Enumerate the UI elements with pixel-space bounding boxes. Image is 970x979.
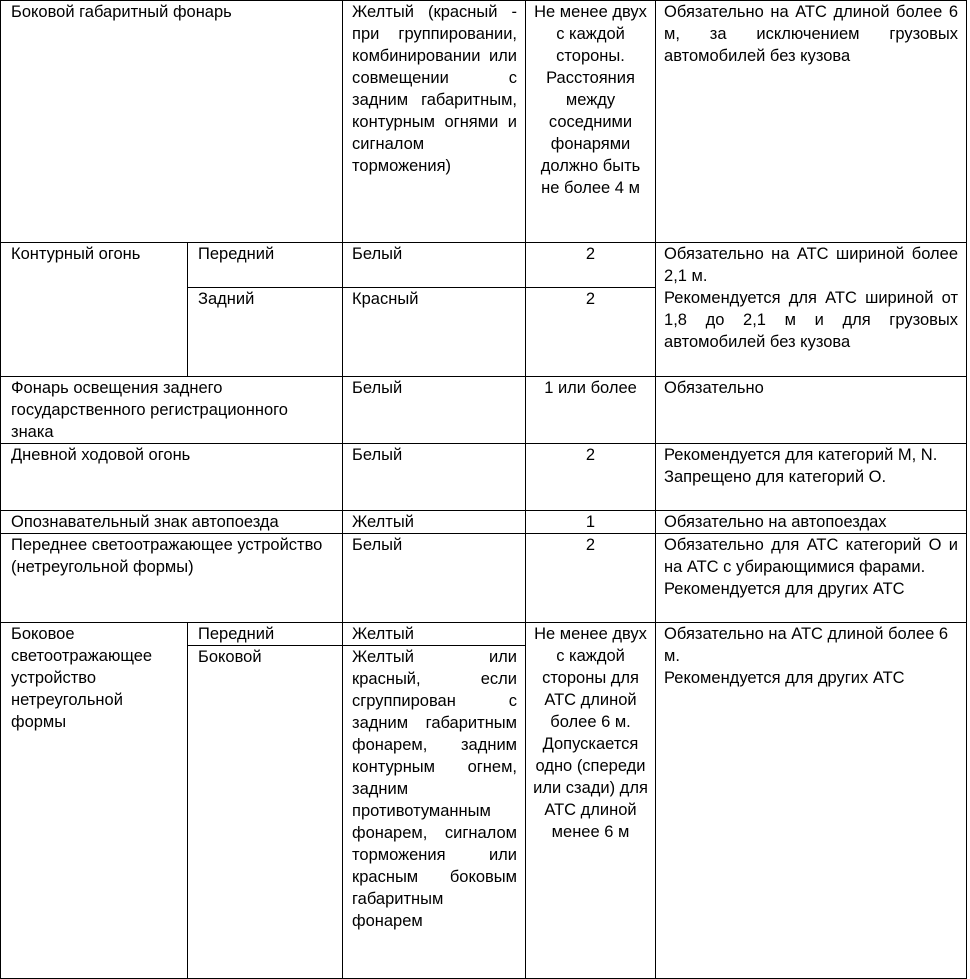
- requirement-cell: [656, 377, 967, 444]
- requirement-line: Рекомендуется для категорий М, N.: [664, 446, 938, 464]
- requirement-line: Рекомендуется для других АТС: [664, 580, 905, 598]
- count-cell: 1 или более: [526, 377, 656, 444]
- requirement-line: Обязательно на АТС длиной более 6 м, за исключением грузовых автомобилей без кузова: [664, 3, 959, 65]
- subtype-cell: Задний: [188, 288, 343, 377]
- table-row: [1, 1, 967, 243]
- device-cell: Дневной ходовой огонь: [1, 444, 343, 511]
- color-cell: Желтый: [343, 511, 526, 534]
- count-cell: 2: [526, 444, 656, 511]
- color-cell: Красный: [343, 288, 526, 377]
- count-cell: Не менее двух с каждой стороны. Расстояния между соседними фонарями должно быть не более 4 м: [526, 1, 656, 243]
- device-cell: Боковой габаритный фонарь: [1, 1, 343, 243]
- requirement-cell: [656, 623, 967, 979]
- table-row: [1, 377, 967, 444]
- device-cell: Контурный огонь: [1, 243, 188, 377]
- color-cell: Желтый (красный - при группировании, комбинировании или совмещении с задним габаритным, контурным огнями и сигналом торможения): [343, 1, 526, 243]
- requirement-line: Рекомендуется для АТС шириной от 1,8 до 2,1 м и для грузовых автомобилей без кузова: [664, 289, 959, 351]
- requirement-line: Обязательно: [664, 379, 764, 397]
- requirement-line: Обязательно на АТС шириной более 2,1 м.: [664, 245, 959, 285]
- device-cell: Боковое светоотражающее устройство нетреугольной формы: [1, 623, 188, 979]
- requirement-line: Запрещено для категорий О.: [664, 468, 887, 486]
- count-cell: Не менее двух с каждой стороны для АТС длиной более 6 м. Допускается одно (спереди или сзади) для АТС длиной менее 6 м: [526, 623, 656, 979]
- table-row: [1, 444, 967, 511]
- requirement-cell: [656, 1, 967, 243]
- requirement-line: Обязательно на АТС длиной более 6 м.: [664, 625, 949, 665]
- subtype-cell: Передний: [188, 623, 343, 646]
- device-cell: Переднее светоотражающее устройство (нетреугольной формы): [1, 534, 343, 623]
- color-cell: Белый: [343, 444, 526, 511]
- subtype-cell: Боковой: [188, 646, 343, 979]
- requirement-cell: [656, 534, 967, 623]
- requirement-cell: [656, 511, 967, 534]
- table-row: [1, 534, 967, 623]
- table-row: [1, 243, 967, 288]
- subtype-cell: Передний: [188, 243, 343, 288]
- color-cell: Белый: [343, 534, 526, 623]
- count-cell: 2: [526, 288, 656, 377]
- requirement-line: Обязательно на автопоездах: [664, 513, 887, 531]
- color-cell: Белый: [343, 243, 526, 288]
- requirement-line: Обязательно для АТС категорий О и на АТС с убирающимися фарами.: [664, 536, 959, 576]
- device-cell: Фонарь освещения заднего государственного регистрационного знака: [1, 377, 343, 444]
- requirement-cell: [656, 243, 967, 377]
- requirement-cell: [656, 444, 967, 511]
- color-cell: Желтый или красный, если сгруппирован с задним габаритным фонарем, задним контурным огнем, задним противотуманным фонарем, сигналом торможения или красным боковым габаритным фонарем: [343, 646, 526, 979]
- count-cell: 2: [526, 534, 656, 623]
- requirement-line: Рекомендуется для других АТС: [664, 669, 905, 687]
- count-cell: 1: [526, 511, 656, 534]
- table-row: [1, 511, 967, 534]
- color-cell: Белый: [343, 377, 526, 444]
- device-cell: Опознавательный знак автопоезда: [1, 511, 343, 534]
- count-cell: 2: [526, 243, 656, 288]
- table-row: [1, 623, 967, 646]
- color-cell: Желтый: [343, 623, 526, 646]
